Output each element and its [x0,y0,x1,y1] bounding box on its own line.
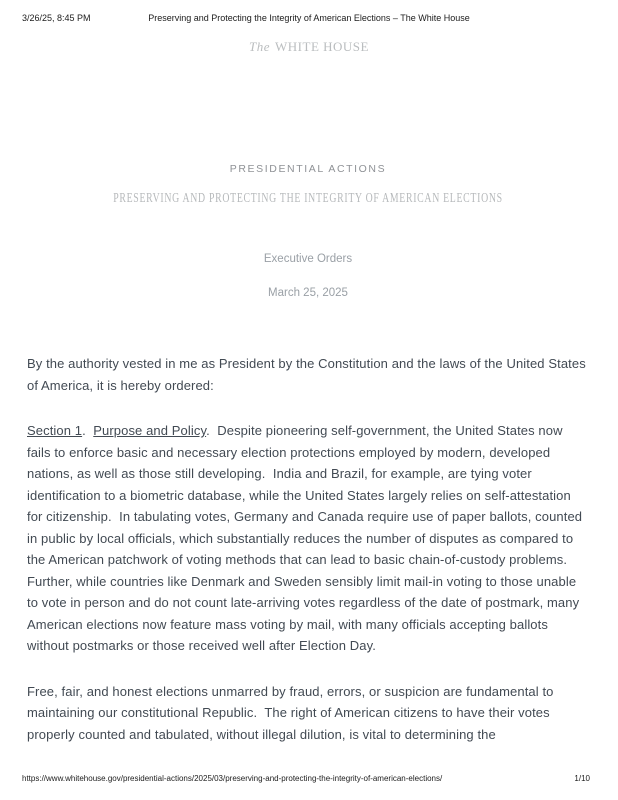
logo-wordmark: WHITE HOUSE [275,39,369,54]
article-body [27,353,589,745]
section-1-separator: . [82,423,94,438]
article-content [27,163,589,769]
print-header-title: Preserving and Protecting the Integrity of American Elections – The White House [148,13,470,23]
logo-the: The [249,39,271,54]
page-title [27,189,589,208]
paragraph-free-fair-elections: Free, fair, and honest elections unmarred by fraud, errors, or suspicion are fundamental to maintaining our constitutional Republic. The right of American citizens to have their votes properly counted and tabulated, without illegal dilution, is vital to determining the [27,683,558,742]
print-footer-page-number: 1/10 [574,774,590,783]
paragraph-section-1 [27,420,589,657]
section-1-heading: Purpose and Policy [93,423,207,438]
article-date: March 25, 2025 [268,287,348,299]
breadcrumb-presidential-actions: PRESIDENTIAL ACTIONS [229,163,387,175]
print-footer [22,774,590,783]
print-header [0,13,618,25]
section-1-label: Section 1 [27,423,83,438]
category-label-executive-orders: Executive Orders [263,253,353,265]
print-header-datetime: 3/26/25, 8:45 PM [22,13,91,23]
print-footer-url: https://www.whitehouse.gov/presidential-actions/2025/03/preserving-and-protecting-the-integrity-of-american-elections/ [22,774,443,783]
white-house-logo [0,39,618,55]
paragraph-authority-intro: By the authority vested in me as President by the Constitution and the laws of the United States of America, it is hereby ordered: [27,356,590,393]
page-title-text: PRESERVING AND PROTECTING THE INTEGRITY OF AMERICAN ELECTIONS [113,191,503,206]
section-1-body-text: . Despite pioneering self-government, the United States now fails to enforce basic and necessary election protections employed by modern, developed nations, as well as those still developing. India and Brazil, for example, are tying voter identification to a biometric database, while the United States largely relies on self-attestation for citizenship. In tabulating votes, Germany and Canada require use of paper ballots, counted in public by local officials, which substantially reduces the number of disputes as compared to the American patchwork of voting methods that can lead to basic chain-of-custody problems. Further, while countries like Denmark and Sweden sensibly limit mail-in voting to those unable to vote in person and do not count late-arriving votes regardless of the date of postmark, many American elections now feature mass voting by mail, with many officials accepting ballots without postmarks or those received well after Election Day. [27,423,586,653]
